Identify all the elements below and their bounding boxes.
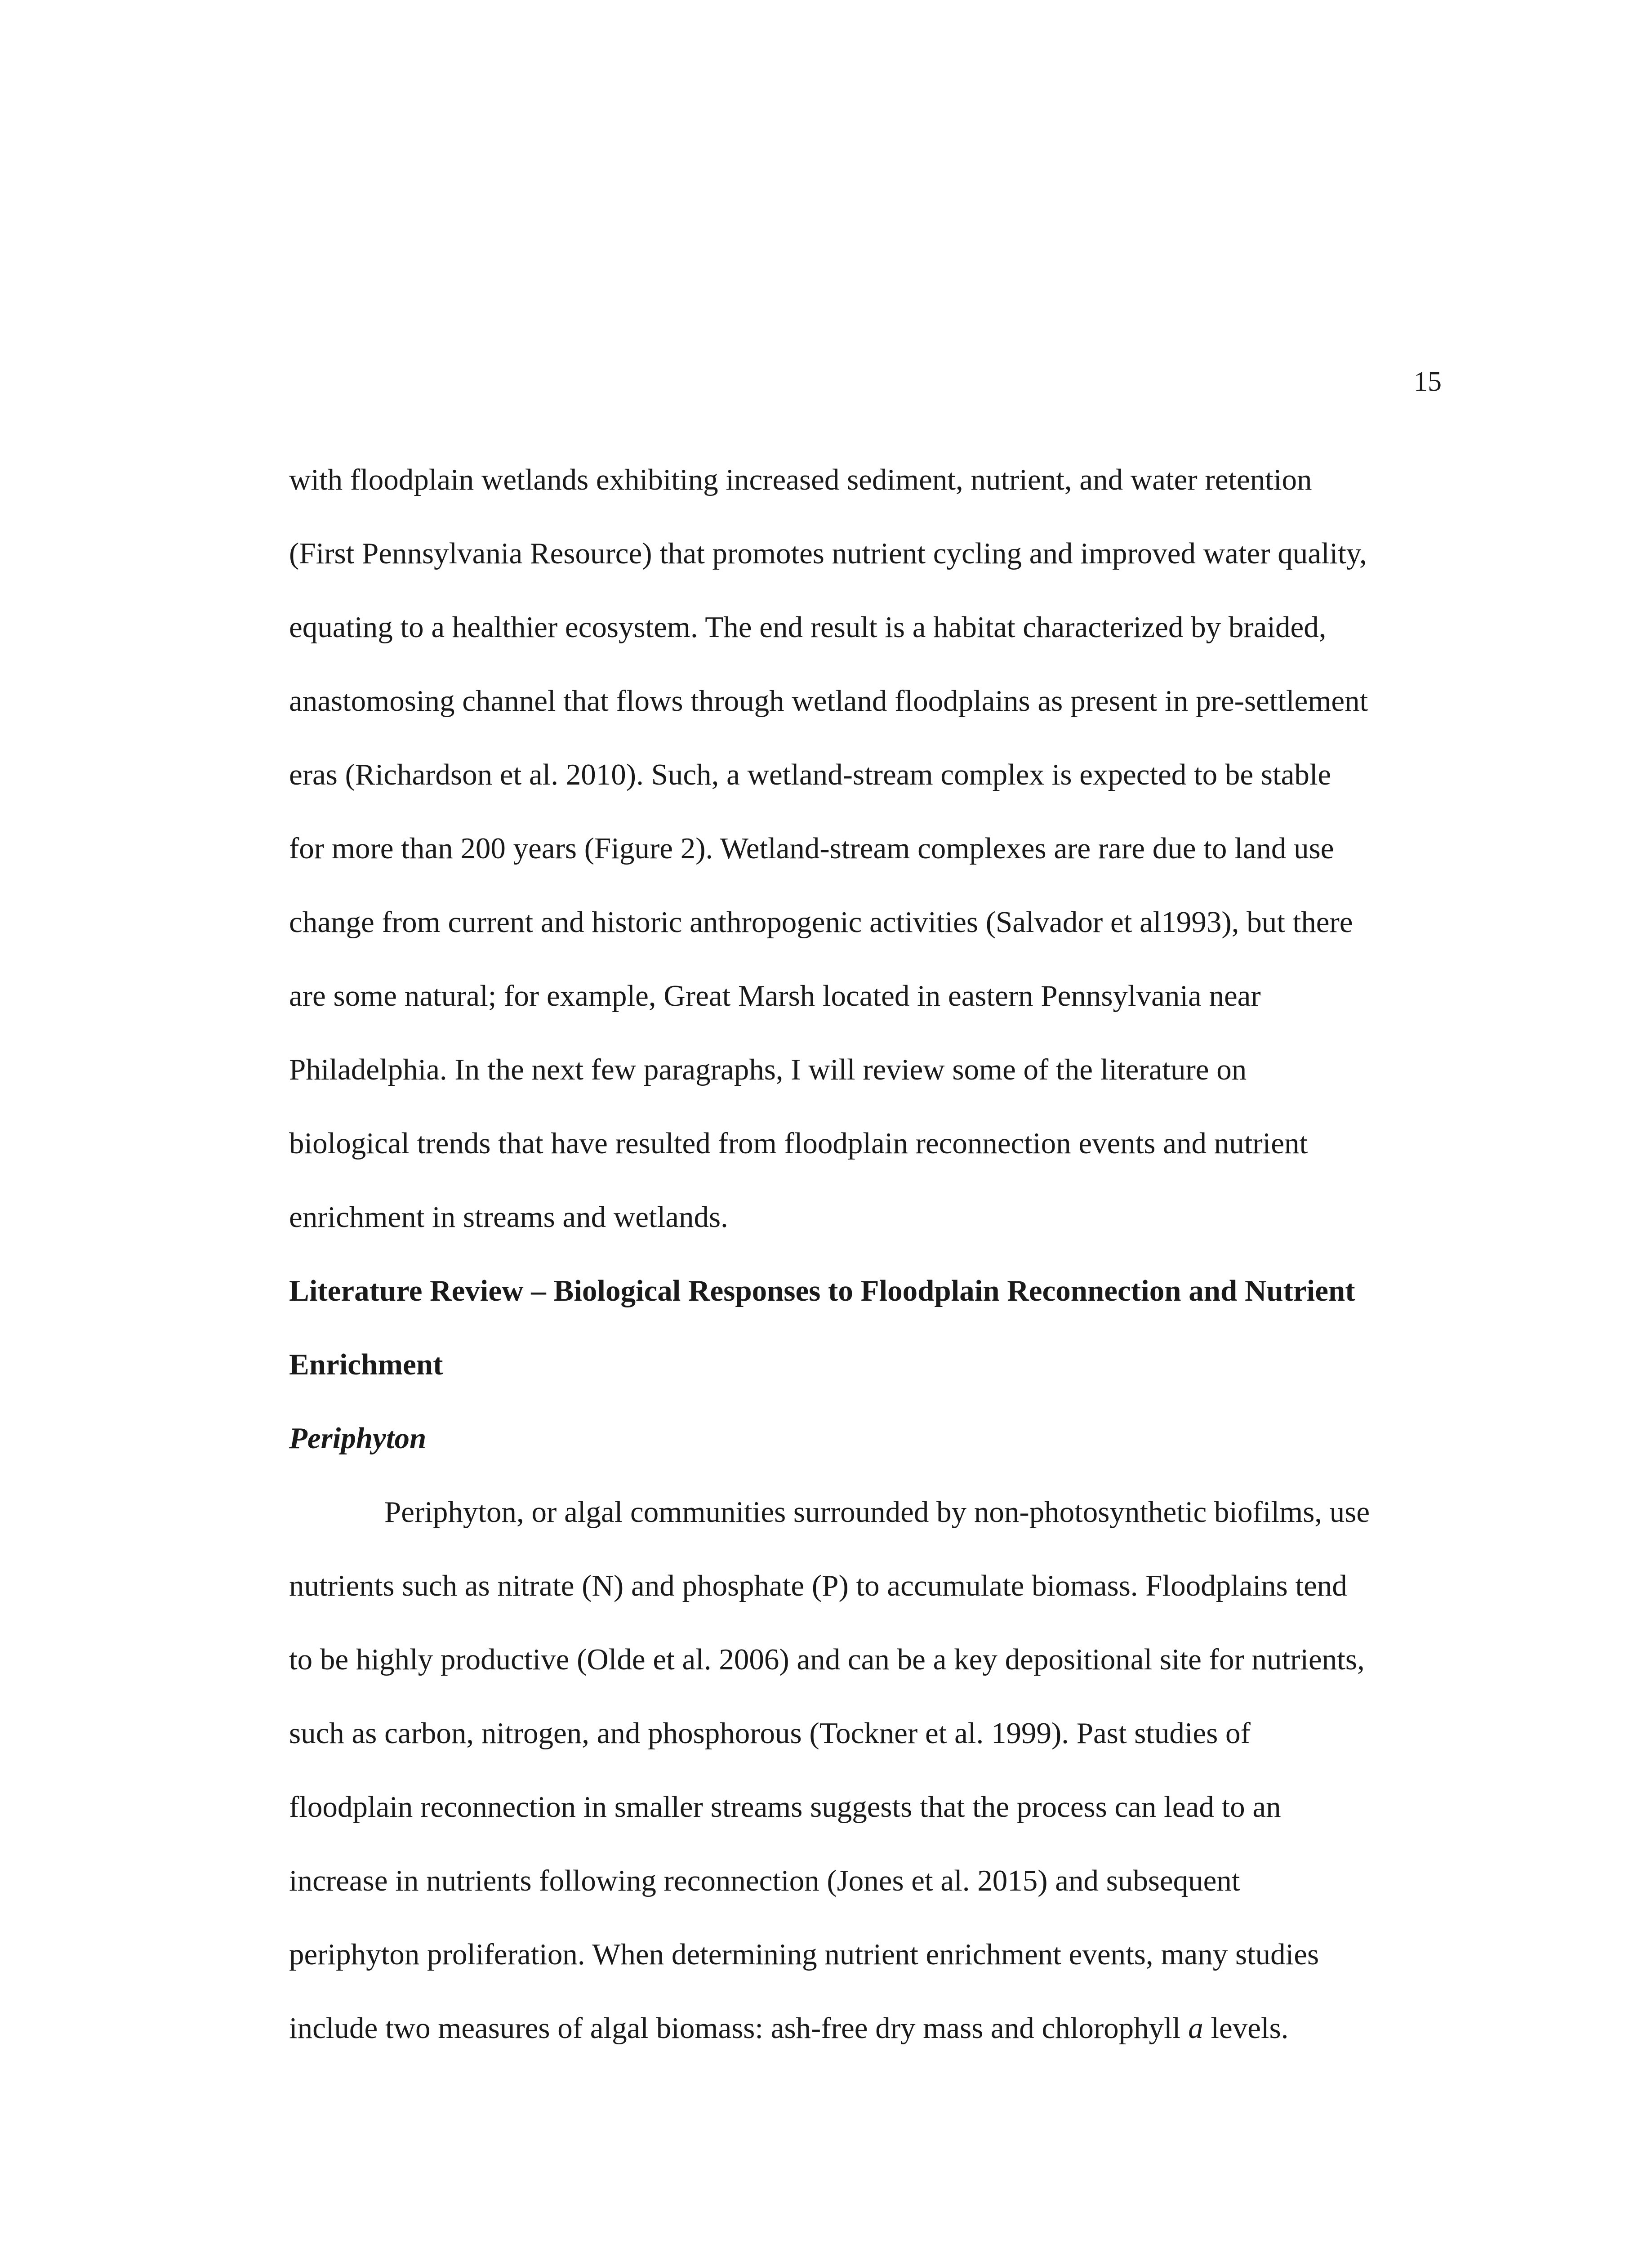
text-line: increase in nutrients following reconnection (Jones et al. 2015) and subsequent: [289, 1864, 1240, 1897]
text-line: to be highly productive (Olde et al. 2006) and can be a key depositional site for nutrients,: [289, 1643, 1365, 1676]
section-heading-line: Literature Review – Biological Responses to Floodplain Reconnection and Nutrient: [289, 1274, 1355, 1307]
text-line: enrichment in streams and wetlands.: [289, 1200, 728, 1234]
text-line: biological trends that have resulted from floodplain reconnection events and nutrient: [289, 1127, 1308, 1160]
text-line: anastomosing channel that flows through wetland floodplains as present in pre-settlement: [289, 684, 1368, 718]
text-line: are some natural; for example, Great Marsh located in eastern Pennsylvania near: [289, 979, 1261, 1012]
text-line: with floodplain wetlands exhibiting increased sediment, nutrient, and water retention: [289, 463, 1312, 496]
document-body: [289, 443, 1431, 2065]
paragraph-intro: [289, 443, 1431, 1254]
text-line-last: [289, 1991, 1431, 2065]
text-line: Periphyton, or algal communities surrounded by non-photosynthetic biofilms, use: [384, 1495, 1370, 1529]
text-line: nutrients such as nitrate (N) and phosphate (P) to accumulate biomass. Floodplains tend: [289, 1569, 1347, 1602]
text-line: for more than 200 years (Figure 2). Wetland-stream complexes are rare due to land use: [289, 832, 1334, 865]
text-segment: levels.: [1203, 2012, 1289, 2045]
italic-variable: a: [1188, 2012, 1203, 2045]
text-line: (First Pennsylvania Resource) that promotes nutrient cycling and improved water quality,: [289, 537, 1367, 570]
section-heading-line: Enrichment: [289, 1348, 443, 1381]
page-number: 15: [1414, 366, 1442, 397]
paragraph-periphyton: [289, 1475, 1431, 2065]
section-heading: [289, 1254, 1431, 1401]
subsection-heading: Periphyton: [289, 1422, 427, 1455]
text-line: Philadelphia. In the next few paragraphs, I will review some of the literature on: [289, 1053, 1247, 1086]
text-line: such as carbon, nitrogen, and phosphorous (Tockner et al. 1999). Past studies of: [289, 1717, 1251, 1750]
text-line: floodplain reconnection in smaller streams suggests that the process can lead to an: [289, 1790, 1281, 1824]
text-line: periphyton proliferation. When determining nutrient enrichment events, many studies: [289, 1938, 1319, 1971]
text-segment: include two measures of algal biomass: ash-free dry mass and chlorophyll: [289, 2012, 1189, 2045]
text-line: eras (Richardson et al. 2010). Such, a wetland-stream complex is expected to be stable: [289, 758, 1331, 791]
text-line: equating to a healthier ecosystem. The end result is a habitat characterized by braided,: [289, 611, 1327, 644]
text-line: change from current and historic anthropogenic activities (Salvador et al1993), but there: [289, 905, 1353, 939]
